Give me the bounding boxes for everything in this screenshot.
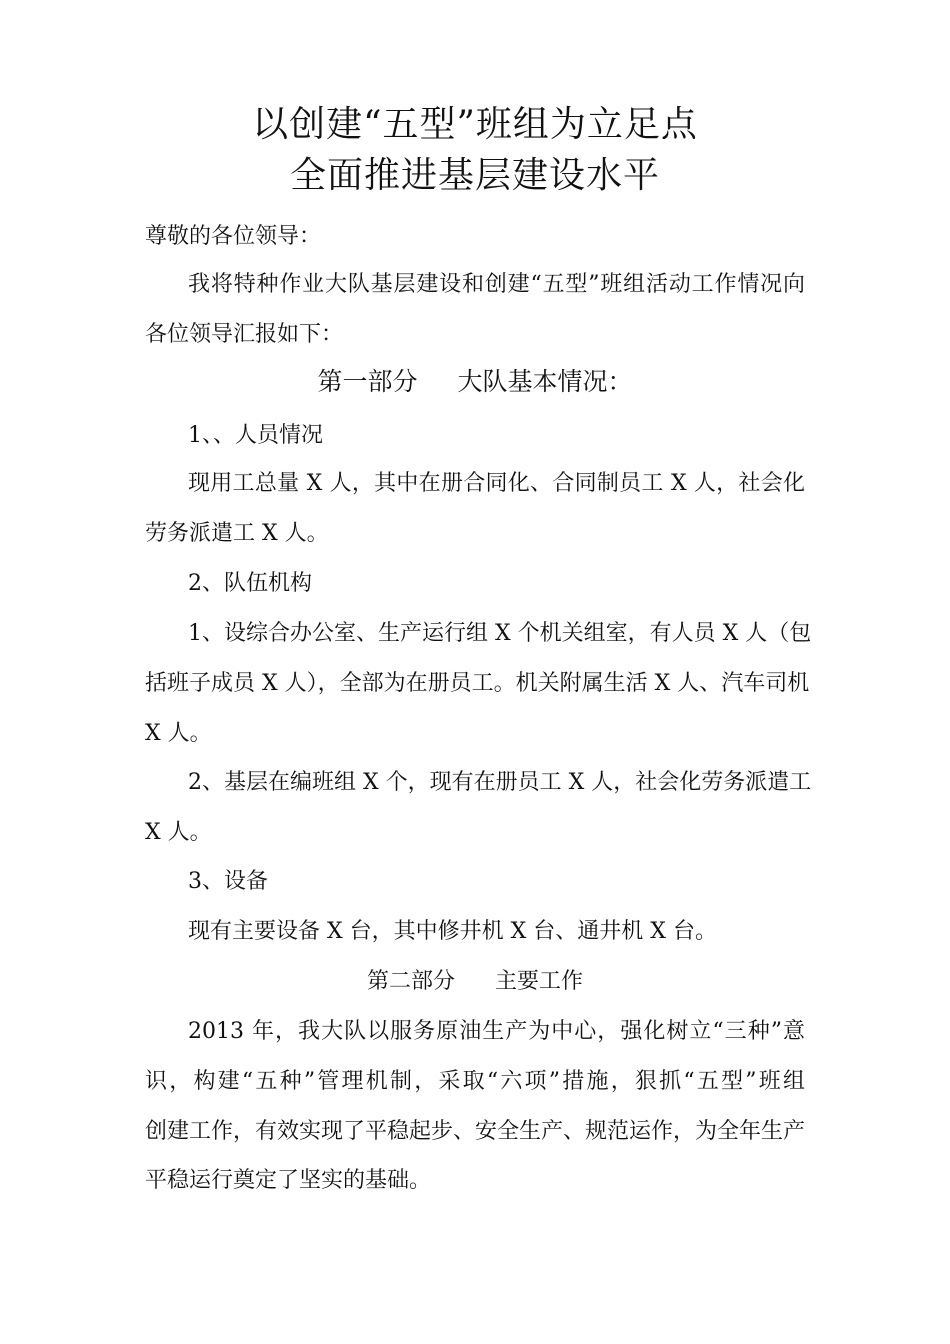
part2-para-line-4: 平稳运行奠定了坚实的基础。: [145, 1168, 432, 1193]
section-2-title: 2、队伍机构: [188, 571, 312, 596]
intro-line-2: 各位领导汇报如下：: [145, 322, 344, 347]
part2-para-line-3: 创建工作，有效实现了平稳起步、安全生产、规范运作，为全年生产: [145, 1119, 806, 1144]
section-2-item-1-line-1: 1、设综合办公室、生产运行组 X 个机关组室，有人员 X 人（包: [188, 621, 812, 646]
section-3-para-line-1: 现有主要设备 X 台，其中修井机 X 台、通井机 X 台。: [188, 919, 717, 944]
section-2-item-2-line-1: 2、基层在编班组 X 个，现有在册员工 X 人，社会化劳务派遣工: [188, 770, 812, 795]
part1-heading: [0, 367, 950, 397]
part2-para-line-2: 识，构建“五种”管理机制，采取“六项”措施，狠抓“五型”班组: [145, 1069, 805, 1094]
part2-heading-number: 第二部分: [366, 969, 455, 994]
part2-heading-text: 主要工作: [495, 969, 584, 994]
section-2-item-2-line-2: X 人。: [145, 820, 212, 845]
document-title-line-1: 以创建“五型”班组为立足点: [252, 104, 698, 145]
section-2-item-1-line-3: X 人。: [145, 721, 212, 746]
part1-heading-number: 第一部分: [317, 367, 418, 396]
salutation: 尊敬的各位领导：: [145, 224, 322, 249]
section-3-title: 3、设备: [188, 869, 268, 894]
document-title-line-2: 全面推进基层建设水平: [289, 155, 660, 196]
section-1-para-line-2: 劳务派遣工 X 人。: [145, 521, 329, 546]
part2-para-line-1: 2013 年，我大队以服务原油生产为中心，强化树立“三种”意: [188, 1019, 805, 1044]
part1-heading-text: 大队基本情况：: [457, 367, 633, 396]
part2-heading: [0, 967, 950, 997]
section-1-title: 1、、人员情况: [188, 423, 323, 448]
section-1-para-line-1: 现用工总量 X 人，其中在册合同化、合同制员工 X 人，社会化: [188, 471, 805, 496]
intro-line-1: 我将特种作业大队基层建设和创建“五型”班组活动工作情况向: [188, 272, 805, 297]
section-2-item-1-line-2: 括班子成员 X 人），全部为在册员工。机关附属生活 X 人、汽车司机: [145, 671, 810, 696]
